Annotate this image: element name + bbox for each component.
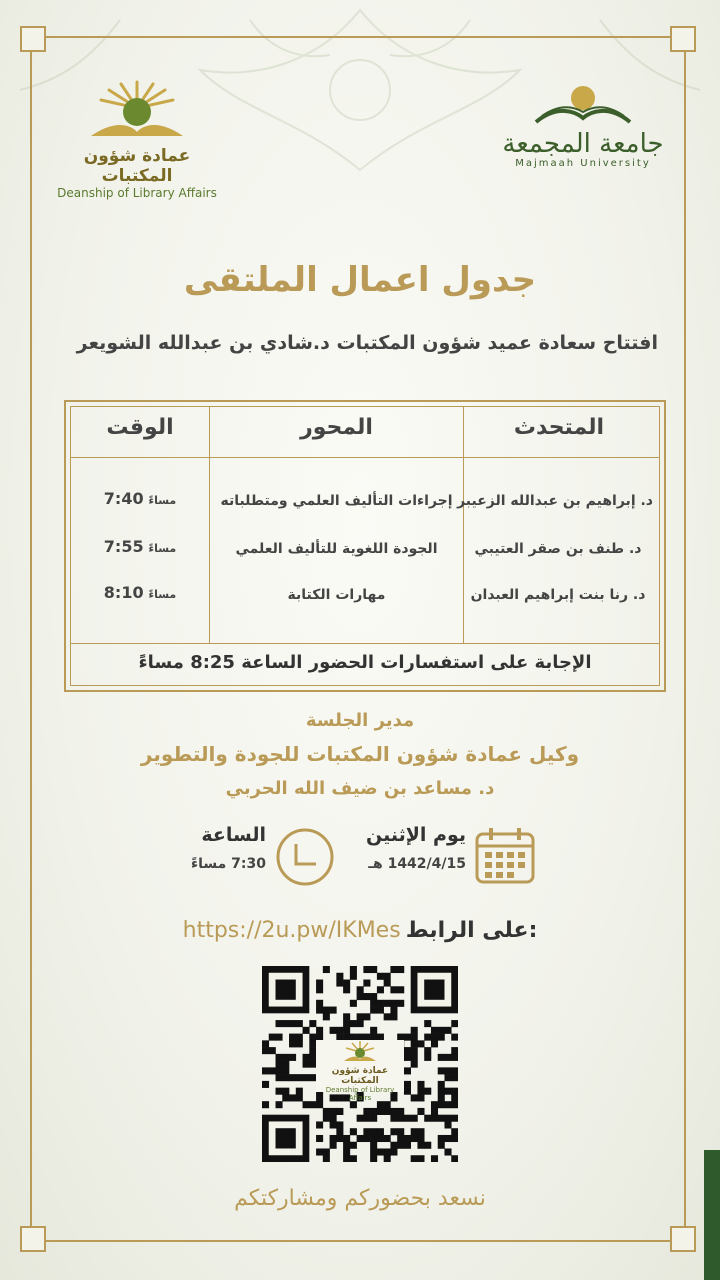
row3-speaker: د. رنا بنت إبراهيم العبدان (470, 587, 646, 603)
deanship-name-en: Deanship of Library Affairs (57, 186, 217, 200)
row3-topic: مهارات الكتابة (287, 587, 386, 603)
university-name-ar: جامعة المجمعة (502, 129, 664, 159)
university-logo (498, 82, 668, 172)
calendar-icon (474, 826, 536, 886)
date-value: 1442/4/15 هـ (368, 856, 466, 872)
row1-topic: إجراءات التأليف العلمي ومتطلباته (220, 493, 453, 509)
date-block (366, 824, 466, 872)
sunburst-book-icon (340, 1040, 380, 1062)
row2-speaker: د. طنف بن صقر العتيبي (474, 541, 642, 557)
date-label: يوم الإثنين (366, 824, 466, 846)
row2-topic: الجودة اللغوية للتأليف العلمي (235, 541, 438, 557)
deanship-name-ar: عمادة شؤون المكتبات (83, 146, 191, 186)
header-time: الوقت (106, 415, 174, 440)
page-title: جدول اعمال الملتقى (183, 260, 537, 300)
time-block (191, 824, 266, 872)
opening-line: افتتاح سعادة عميد شؤون المكتبات د.شادي بن عبدالله الشويعر (76, 332, 658, 354)
link-row (0, 918, 720, 943)
table-footer: الإجابة على استفسارات الحضور الساعة 8:25 مساءً (138, 652, 592, 673)
schedule-table (64, 400, 666, 692)
clock-icon (274, 826, 336, 888)
link-label: على الرابط: (405, 918, 538, 943)
row1-speaker: د. إبراهيم بن عبدالله الزعيبر (457, 493, 653, 509)
qr-center-logo (316, 1040, 404, 1102)
header-speaker: المتحدث (513, 415, 605, 440)
meeting-link[interactable]: https://2u.pw/IKMes (182, 918, 401, 943)
open-book-icon (528, 82, 638, 126)
time-label: الساعة (201, 824, 266, 846)
row2-time: مساءً 7:55 (103, 537, 177, 556)
time-value: 7:30 مساءً (190, 856, 266, 872)
row3-time: مساءً 8:10 (103, 583, 177, 602)
closing-message: نسعد بحضوركم ومشاركتكم (234, 1186, 486, 1211)
qr-logo-ar: عمادة شؤون المكتبات (331, 1066, 389, 1086)
moderator-label: مدير الجلسة (305, 710, 415, 731)
moderator-name: د. مساعد بن ضيف الله الحربي (225, 778, 495, 799)
row1-time: مساءً 7:40 (103, 489, 177, 508)
header-topic: المحور (300, 415, 373, 440)
moderator-position: وكيل عمادة شؤون المكتبات للجودة والتطوير (140, 742, 580, 766)
edge-strip (704, 1150, 720, 1280)
table-inner (70, 406, 660, 686)
deanship-logo (52, 78, 222, 200)
qr-logo-en: Deanship of Library Affairs (325, 1086, 395, 1102)
sunburst-book-icon (77, 78, 197, 140)
university-name-en: Majmaah University (515, 158, 651, 169)
